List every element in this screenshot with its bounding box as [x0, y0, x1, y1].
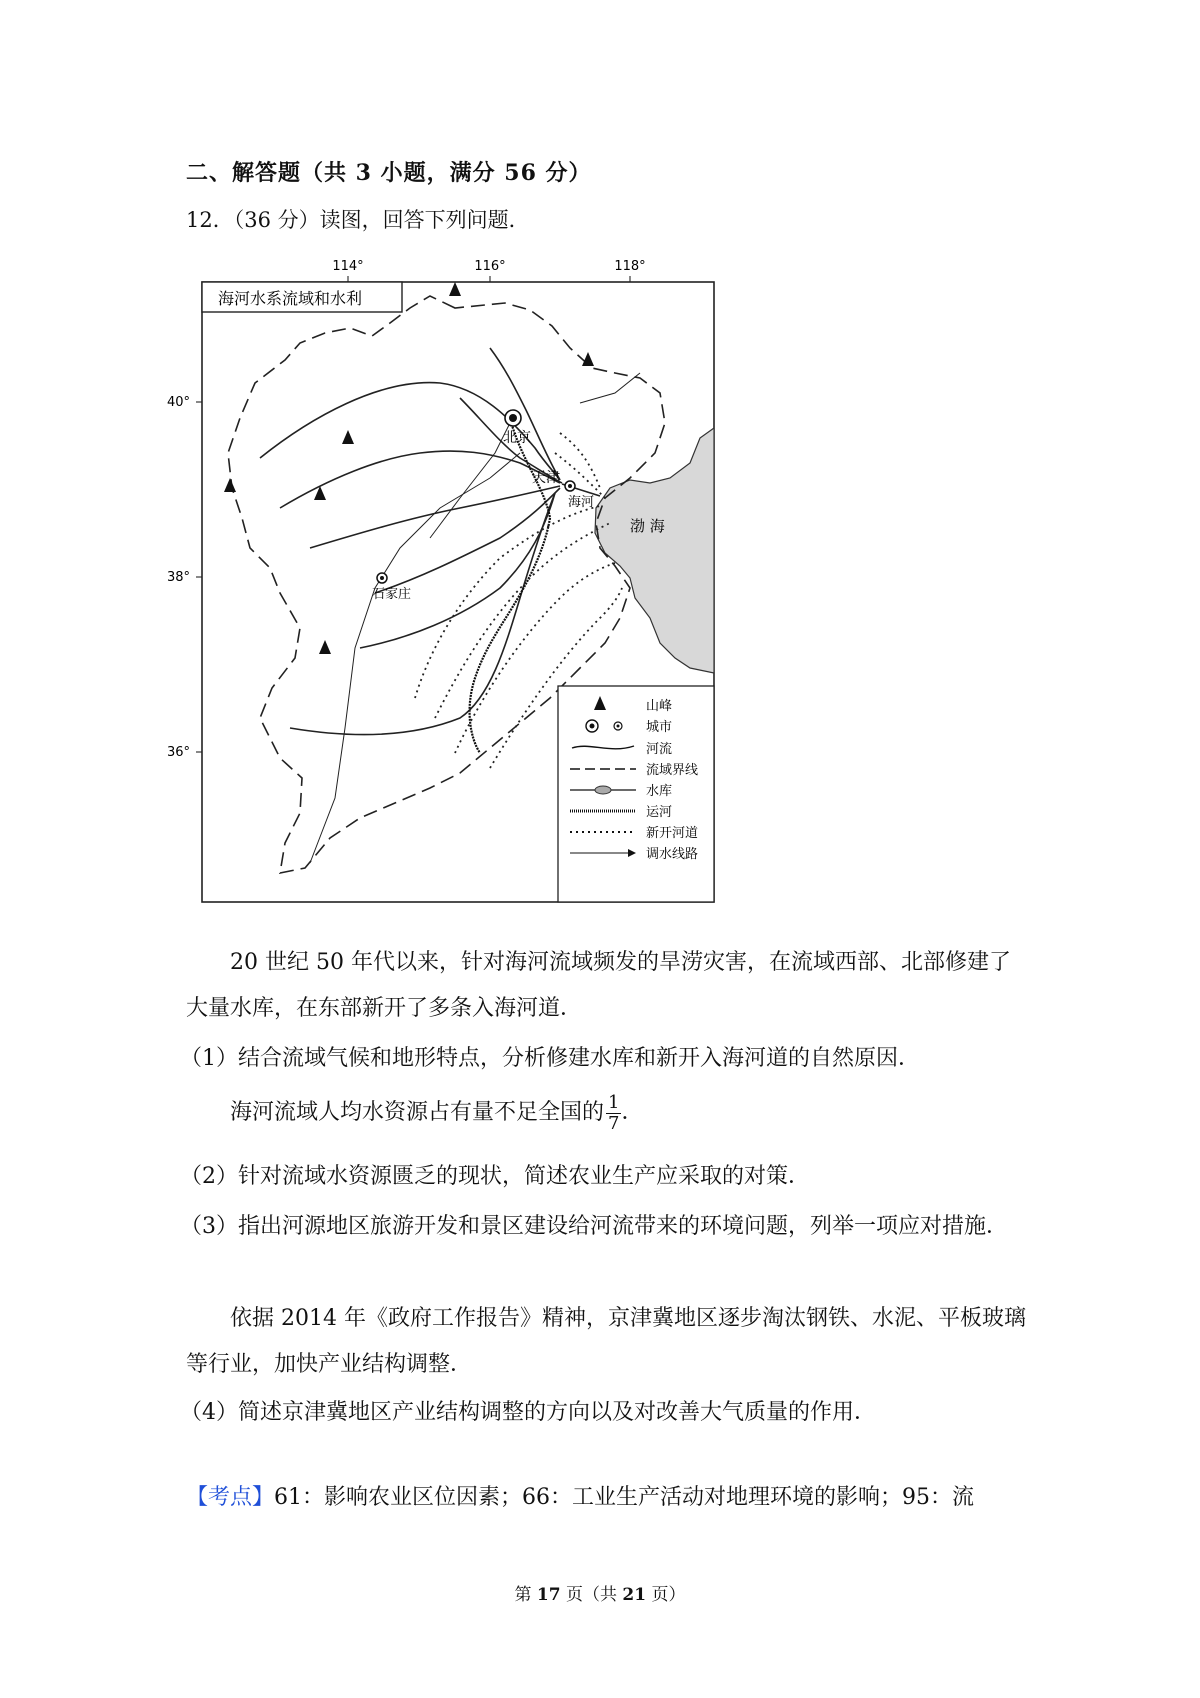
question-4: （4）简述京津冀地区产业结构调整的方向以及对改善大气质量的作用．: [180, 1400, 876, 1425]
legend-city: 城市: [646, 720, 673, 735]
footer-total-pages: 21: [622, 1585, 647, 1605]
lon-label-116: 116°: [474, 259, 506, 274]
legend-water-transfer: 调水线路: [646, 847, 699, 862]
question-2: （2）针对流域水资源匮乏的现状，简述农业生产应采取的对策．: [180, 1164, 810, 1189]
question-1: （1）结合流域气候和地形特点，分析修建水库和新开入海河道的自然原因．: [180, 1046, 920, 1071]
lat-label-40: 40°: [166, 395, 190, 410]
legend-peak: 山峰: [646, 699, 673, 714]
kaodian-line: [186, 1480, 1046, 1511]
sea-label: 渤 海: [630, 517, 665, 535]
lat-label-38: 38°: [166, 570, 190, 585]
fraction-denominator: 7: [608, 1112, 620, 1134]
city-label-tianjin: 天津: [532, 470, 560, 486]
river-label-haihe: 海河: [568, 495, 595, 510]
legend-river: 河流: [646, 742, 673, 757]
lat-label-36: 36°: [166, 745, 190, 760]
water-resource-end: ．: [621, 1100, 644, 1125]
page-footer: [0, 1580, 1200, 1605]
haihe-basin-map: [160, 248, 740, 938]
intro-paragraph: 20 世纪 50 年代以来，针对海河流域频发的旱涝灾害，在流域西部、北部修建了大量水库，在东部新开了多条入海河道．: [186, 950, 1011, 1021]
footer-suffix: 页）: [646, 1585, 686, 1605]
legend-boundary: 流域界线: [646, 763, 699, 778]
legend-reservoir: 水库: [646, 784, 673, 799]
map-legend: [558, 686, 714, 902]
footer-mid: 页（共: [560, 1585, 623, 1605]
fraction-numerator: 1: [608, 1091, 620, 1113]
footer-prefix: 第: [514, 1585, 537, 1605]
city-label-beijing: 北京: [503, 430, 531, 446]
kaodian-text: 61：影响农业区位因素；66：工业生产活动对地理环境的影响；95：流: [274, 1485, 975, 1510]
fraction-one-seventh: [606, 1093, 621, 1134]
lon-label-118: 118°: [614, 259, 646, 274]
city-label-shijiazhuang: 石家庄: [372, 587, 412, 602]
question-heading: 12．（36 分）读图，回答下列问题．: [186, 208, 530, 232]
kaodian-tag: 【考点】: [186, 1485, 275, 1510]
footer-page-number: 17: [536, 1585, 561, 1605]
question-3: （3）指出河源地区旅游开发和景区建设给河流带来的环境问题，列举一项应对措施．: [180, 1214, 1008, 1239]
lon-label-114: 114°: [332, 259, 364, 274]
policy-paragraph: 依据 2014 年《政府工作报告》精神，京津冀地区逐步淘汰钢铁、水泥、平板玻璃等行业，加快产业结构调整．: [186, 1306, 1026, 1377]
water-resource-text: 海河流域人均水资源占有量不足全国的: [230, 1100, 605, 1125]
water-resource-paragraph: [230, 1090, 643, 1136]
section-title: 二、解答题（共 3 小题，满分 56 分）: [186, 160, 592, 186]
map-title: 海河水系流域和水利: [218, 289, 363, 308]
legend-canal: 运河: [646, 805, 673, 820]
legend-new-channel: 新开河道: [646, 826, 699, 841]
